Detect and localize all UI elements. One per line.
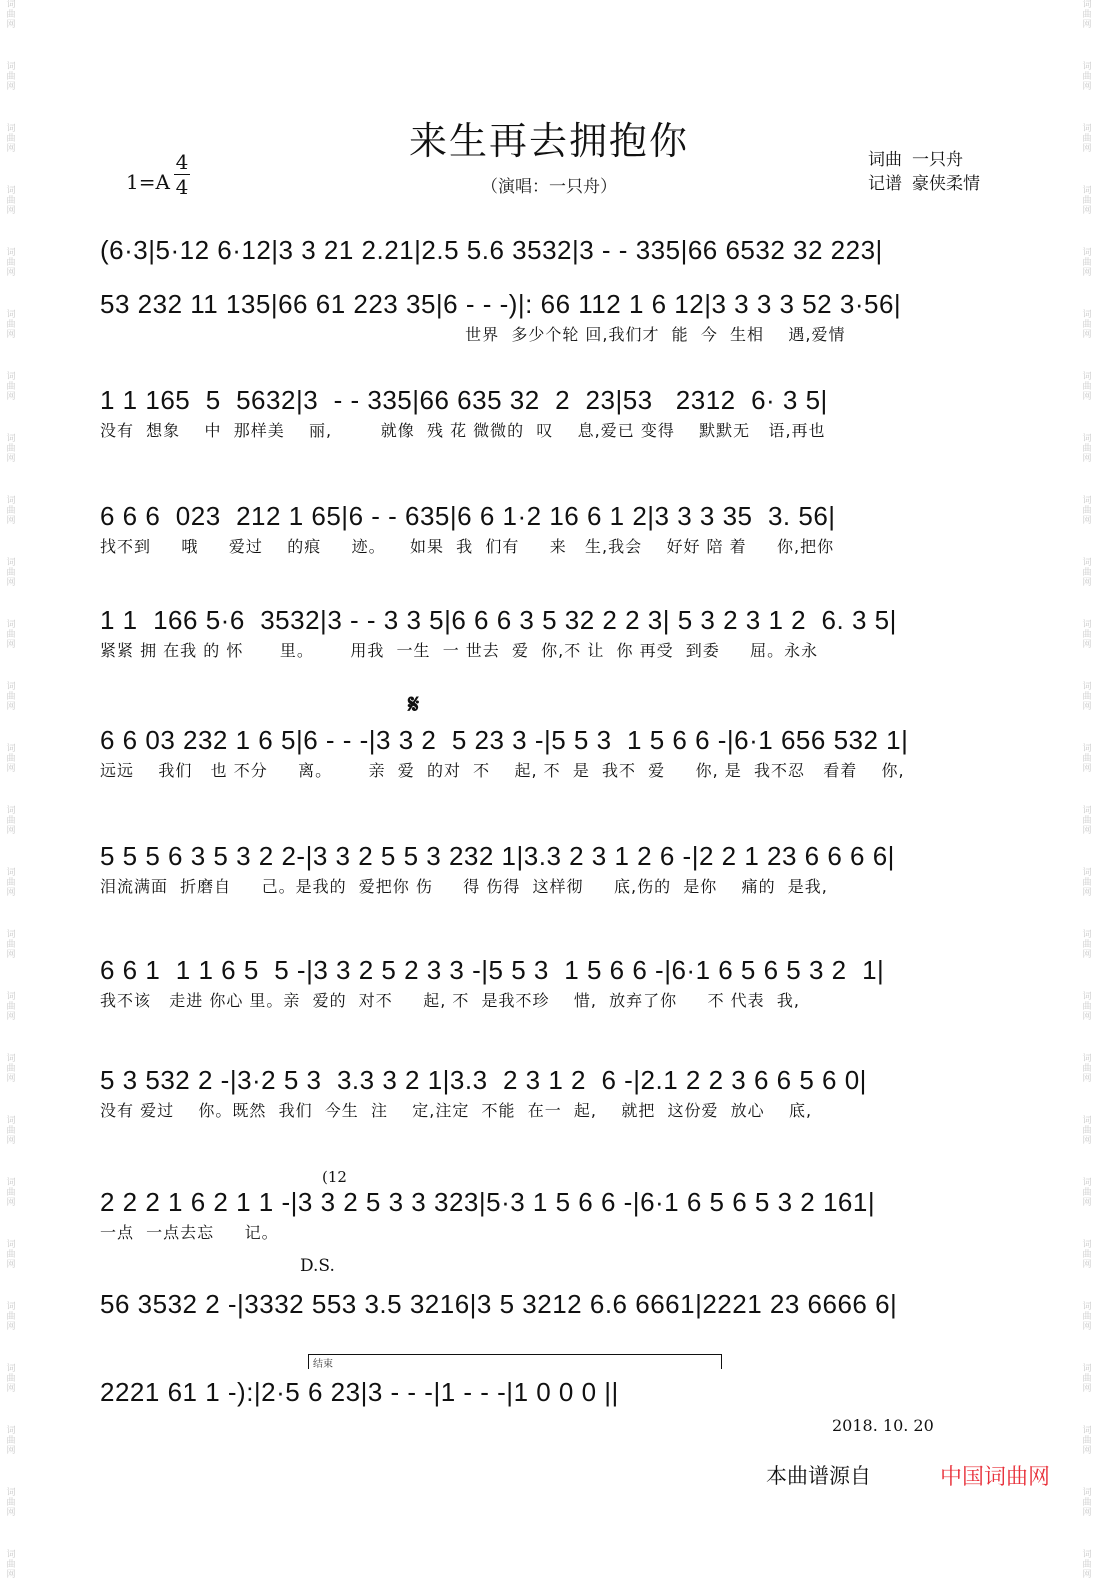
watermark-stamp: 词曲网 bbox=[1082, 1240, 1092, 1270]
system-notes: 53 232 11 135|66 61 223 35|6 - - -)|: 66 112 1 6 12|3 3 3 3 52 3·56| bbox=[100, 289, 902, 319]
system-notes: 6 6 03 232 1 6 5|6 - - -|3 3 2 5 23 3 -|5 5 3 1 5 6 6 -|6·1 656 532 1| bbox=[100, 725, 909, 755]
system-3 bbox=[100, 380, 1010, 442]
system-4 bbox=[100, 496, 1010, 558]
system-lyrics: 我不该 走进 你心 里。亲 爱的 对不 起, 不 是我不珍 惜, 放弃了你 不 代表 我, bbox=[100, 991, 800, 1010]
watermark-stamp: 词曲网 bbox=[6, 310, 16, 340]
watermark-stamp: 词曲网 bbox=[1082, 1054, 1092, 1084]
system-lyrics: 远远 我们 也 不分 离。 亲 爱 的对 不 起, 不 是 我不 爱 你, 是 我不忍 看着 你, bbox=[100, 761, 905, 780]
watermark-stamp: 词曲网 bbox=[1082, 1178, 1092, 1208]
system-notes: 5 5 5 6 3 5 3 2 2-|3 3 2 5 5 3 232 1|3.3 2 3 1 2 6 -|2 2 1 23 6 6 6 6| bbox=[100, 841, 895, 871]
key-signature: 1=A bbox=[126, 170, 170, 194]
watermark-stamp: 词曲网 bbox=[6, 682, 16, 712]
watermark-stamp: 词曲网 bbox=[1082, 1488, 1092, 1518]
system-11 bbox=[100, 1284, 1010, 1324]
watermark-stamp: 词曲网 bbox=[6, 1178, 16, 1208]
watermark-stamp: 词曲网 bbox=[6, 496, 16, 526]
system-7 bbox=[100, 836, 1010, 898]
system-6 bbox=[100, 720, 1010, 782]
watermark-stamp: 词曲网 bbox=[1082, 124, 1092, 154]
watermark-stamp: 词曲网 bbox=[1082, 310, 1092, 340]
watermark-stamp: 词曲网 bbox=[6, 1302, 16, 1332]
watermark-stamp: 词曲网 bbox=[1082, 186, 1092, 216]
watermark-stamp: 词曲网 bbox=[6, 1116, 16, 1146]
time-signature-bottom: 4 bbox=[175, 175, 189, 199]
volta-bracket-label: (12 bbox=[322, 1168, 347, 1186]
watermark-stamp: 词曲网 bbox=[1082, 558, 1092, 588]
system-notes: 5 3 532 2 -|3·2 5 3 3.3 3 2 1|3.3 2 3 1 2 6 -|2.1 2 2 3 6 6 5 6 0| bbox=[100, 1065, 867, 1095]
watermark-stamp: 词曲网 bbox=[1082, 1426, 1092, 1456]
watermark-stamp: 词曲网 bbox=[1082, 372, 1092, 402]
watermark-stamp: 词曲网 bbox=[6, 62, 16, 92]
system-notes: 6 6 1 1 1 6 5 5 -|3 3 2 5 2 3 3 -|5 5 3 1 5 6 6 -|6·1 6 5 6 5 3 2 1| bbox=[100, 955, 885, 985]
watermark-stamp: 词曲网 bbox=[1082, 1364, 1092, 1394]
watermark-stamp: 词曲网 bbox=[1082, 434, 1092, 464]
watermark-stamp: 词曲网 bbox=[6, 1054, 16, 1084]
system-2 bbox=[100, 284, 1010, 346]
brand-name: 中国词曲网 bbox=[940, 1465, 1051, 1490]
credit-lyrics-music-label: 词曲 bbox=[868, 150, 902, 170]
watermark-stamp: 词曲网 bbox=[1082, 1302, 1092, 1332]
system-5 bbox=[100, 600, 1010, 662]
watermark-stamp: 词曲网 bbox=[6, 0, 16, 30]
watermark-stamp: 词曲网 bbox=[1082, 930, 1092, 960]
ending-label: 结束 bbox=[313, 1359, 333, 1370]
watermark-stamp: 词曲网 bbox=[1082, 1116, 1092, 1146]
watermark-stamp: 词曲网 bbox=[1082, 62, 1092, 92]
watermark-stamp: 词曲网 bbox=[6, 372, 16, 402]
source-text: 本曲谱源自 bbox=[766, 1464, 871, 1488]
watermark-stamp: 词曲网 bbox=[6, 1550, 16, 1580]
system-lyrics: 没有 爱过 你。既然 我们 今生 注 定,注定 不能 在一 起, 就把 这份爱 放心 底, bbox=[100, 1101, 813, 1120]
watermark-stamp: 词曲网 bbox=[6, 868, 16, 898]
system-10 bbox=[100, 1182, 1010, 1244]
watermark-stamp: 词曲网 bbox=[6, 930, 16, 960]
performer-line: （演唱：一只舟） bbox=[481, 177, 617, 197]
credit-lyrics-music: 一只舟 bbox=[912, 150, 963, 170]
watermark-stamp: 词曲网 bbox=[6, 744, 16, 774]
watermark-stamp: 词曲网 bbox=[1082, 248, 1092, 278]
watermark-left bbox=[0, 0, 22, 1580]
credits bbox=[868, 148, 980, 196]
watermark-stamp: 词曲网 bbox=[1082, 806, 1092, 836]
system-notes: 6 6 6 023 212 1 65|6 - - 635|6 6 1·2 16 6 1 2|3 3 3 35 3. 56| bbox=[100, 501, 836, 531]
system-lyrics: 紧紧 拥 在我 的 怀 里。 用我 一生 一 世去 爱 你,不 让 你 再受 到委 屈。永永 bbox=[100, 641, 819, 660]
system-lyrics: 一点 一点去忘 记。 bbox=[100, 1223, 279, 1242]
transcription-date: 2018. 10. 20 bbox=[832, 1416, 934, 1435]
watermark-stamp: 词曲网 bbox=[6, 1240, 16, 1270]
system-lyrics: 世界 多少个轮 回,我们才 能 今 生相 遇,爱情 bbox=[100, 325, 846, 344]
watermark-stamp: 词曲网 bbox=[6, 620, 16, 650]
system-notes: 1 1 166 5·6 3532|3 - - 3 3 5|6 6 6 3 5 32 2 2 3| 5 3 2 3 1 2 6. 3 5| bbox=[100, 605, 897, 635]
song-title: 来生再去拥抱你 bbox=[408, 119, 689, 163]
system-notes: 56 3532 2 -|3332 553 3.5 3216|3 5 3212 6.6 6661|2221 23 6666 6| bbox=[100, 1289, 898, 1319]
watermark-stamp: 词曲网 bbox=[1082, 496, 1092, 526]
system-lyrics: 没有 想象 中 那样美 丽, 就像 残 花 微微的 叹 息,爱已 变得 默默无 语,再也 bbox=[100, 421, 826, 440]
system-lyrics: 找不到 哦 爱过 的痕 迹。 如果 我 们有 来 生,我会 好好 陪 着 你,把你 bbox=[100, 537, 835, 556]
ds-mark: D.S. bbox=[300, 1256, 335, 1276]
system-notes: (6·3|5·12 6·12|3 3 21 2.21|2.5 5.6 3532|3 - - 335|66 6532 32 223| bbox=[100, 235, 883, 265]
system-notes: 1 1 165 5 5632|3 - - 335|66 635 32 2 23|53 2312 6· 3 5| bbox=[100, 385, 828, 415]
watermark-stamp: 词曲网 bbox=[1082, 744, 1092, 774]
watermark-right bbox=[1076, 0, 1098, 1580]
watermark-stamp: 词曲网 bbox=[6, 186, 16, 216]
watermark-stamp: 词曲网 bbox=[1082, 682, 1092, 712]
watermark-stamp: 词曲网 bbox=[6, 1364, 16, 1394]
system-1 bbox=[100, 230, 1010, 270]
time-signature-top: 4 bbox=[175, 150, 189, 174]
system-lyrics: 泪流满面 折磨自 己。是我的 爱把你 伤 得 伤得 这样彻 底,伤的 是你 痛的 是我, bbox=[100, 877, 828, 896]
system-notes: 2 2 2 1 6 2 1 1 -|3 3 2 5 3 3 323|5·3 1 5 6 6 -|6·1 6 5 6 5 3 2 161| bbox=[100, 1187, 876, 1217]
system-8 bbox=[100, 950, 1010, 1012]
credit-transcriber-label: 记谱 bbox=[868, 174, 902, 194]
watermark-stamp: 词曲网 bbox=[6, 558, 16, 588]
watermark-stamp: 词曲网 bbox=[6, 1488, 16, 1518]
credit-transcriber: 豪侠柔情 bbox=[912, 174, 980, 194]
watermark-stamp: 词曲网 bbox=[6, 992, 16, 1022]
system-notes: 2221 61 1 -):|2·5 6 23|3 - - -|1 - - -|1 0 0 0 || bbox=[100, 1377, 619, 1407]
watermark-stamp: 词曲网 bbox=[1082, 1550, 1092, 1580]
system-12 bbox=[100, 1372, 1010, 1412]
segno-sign: 𝄋 bbox=[408, 690, 420, 720]
system-9 bbox=[100, 1060, 1010, 1122]
watermark-stamp: 词曲网 bbox=[6, 434, 16, 464]
watermark-stamp: 词曲网 bbox=[6, 1426, 16, 1456]
watermark-stamp: 词曲网 bbox=[1082, 0, 1092, 30]
watermark-stamp: 词曲网 bbox=[1082, 992, 1092, 1022]
watermark-stamp: 词曲网 bbox=[6, 806, 16, 836]
watermark-stamp: 词曲网 bbox=[1082, 620, 1092, 650]
ending-bracket bbox=[308, 1354, 722, 1369]
watermark-stamp: 词曲网 bbox=[1082, 868, 1092, 898]
watermark-stamp: 词曲网 bbox=[6, 248, 16, 278]
watermark-stamp: 词曲网 bbox=[6, 124, 16, 154]
